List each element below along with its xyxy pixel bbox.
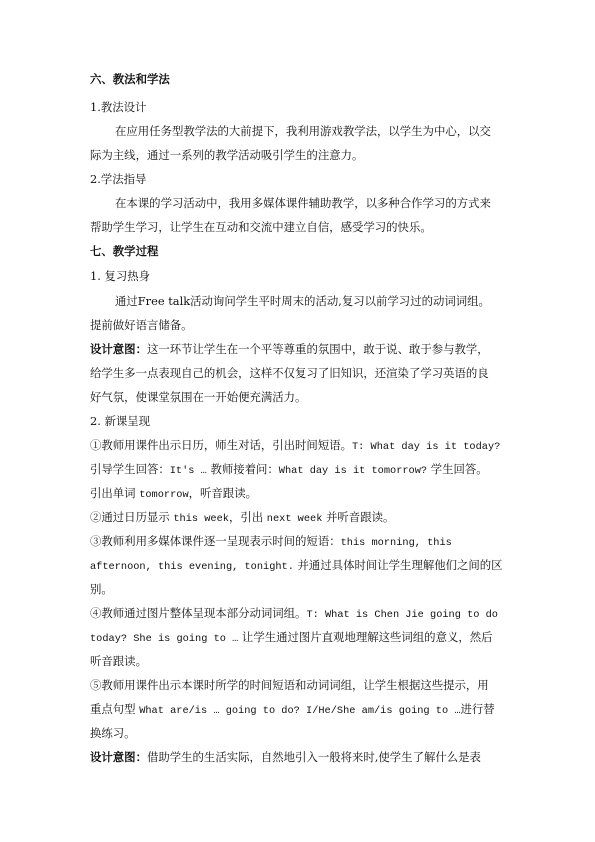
text-line: 换练习。: [90, 726, 136, 740]
text-line: [90, 341, 489, 357]
text-line: [90, 461, 488, 479]
english-text: T: What is Chen Jie going to do: [306, 609, 498, 621]
text-line: 2. 新课呈现: [90, 414, 151, 428]
text-segment: 让学生通过图片直观地理解这些词组的意义，然后: [238, 630, 493, 644]
text-segment: 并听音跟读。: [322, 510, 395, 524]
text-segment: 并通过具体时间让学生理解他们之间的区: [293, 558, 503, 572]
text-segment: 教师接着问：: [206, 462, 279, 476]
english-text: It's …: [169, 465, 207, 477]
text-line: 2.学法指导: [90, 172, 147, 186]
english-text: this morning, this: [340, 537, 452, 549]
text-line: 给学生多一点表现自己的机会，这样不仅复习了旧知识，还渲染了学习英语的良: [90, 366, 489, 380]
text-line: [90, 749, 481, 765]
text-line: 际为主线，通过一系列的教学活动吸引学生的注意力。: [90, 148, 364, 162]
text-segment: ①教师用课件出示日历，师生对话，引出时间短语。: [90, 438, 352, 452]
text-segment: 重点句型: [90, 702, 140, 716]
text-segment: ④教师通过图片整体呈现本部分动词词组。: [90, 606, 307, 620]
text-segment: 引导学生回答：: [90, 462, 170, 476]
text-line: 听音跟读。: [90, 654, 147, 668]
label-design-intent: 设计意图：: [90, 750, 147, 764]
english-text: T: What day is it today?: [352, 441, 501, 453]
section-heading: 六、教法和学法: [90, 72, 170, 86]
text-line: 在应用任务型教学法的大前提下，我利用游戏教学法，以学生为中心，以交: [115, 124, 491, 138]
section-heading: 七、教学过程: [90, 244, 159, 258]
text-line: ⑤教师用课件出示本课时所学的时间短语和动词词组，让学生根据这些提示，用: [90, 678, 489, 692]
text-line: 别。: [90, 582, 113, 596]
text-segment: ③教师利用多媒体课件逐一呈现表示时间的短语：: [90, 534, 341, 548]
text-line: [90, 629, 493, 647]
text-segment: 进行替: [460, 702, 495, 716]
english-text: today? She is going to …: [90, 633, 239, 645]
text-line: [90, 701, 495, 719]
text-segment: 借助学生的生活实际，自然地引入一般将来时,使学生了解什么是表: [146, 750, 481, 764]
text-line: [90, 605, 498, 623]
text-line: [90, 533, 452, 551]
text-segment: ②通过日历显示: [90, 510, 174, 524]
text-line: 帮助学生学习，让学生在互动和交流中建立自信，感受学习的快乐。: [90, 220, 432, 234]
english-text: tomorrow: [139, 489, 189, 501]
english-text: next week: [266, 513, 323, 525]
text-line: [90, 485, 257, 503]
text-line: 在本课的学习活动中，我用多媒体课件辅助教学，以多种合作学习的方式来: [115, 196, 491, 210]
english-text: this week: [173, 513, 229, 525]
text-line: 1.教法设计: [90, 100, 147, 114]
english-text: What are/is … going to do? I/He/She am/is going to …: [139, 705, 461, 717]
label-design-intent: 设计意图：: [90, 342, 147, 356]
english-text: What day is it tomorrow?: [278, 465, 428, 477]
text-segment: ，听音跟读。: [188, 486, 257, 500]
text-segment: 引出单词: [90, 486, 140, 500]
english-text: afternoon, this evening, tonight.: [90, 561, 294, 573]
text-segment: 这一环节让学生在一个平等尊重的氛围中，敢于说、敢于参与教学，: [146, 342, 489, 356]
text-segment: ，引出: [228, 510, 267, 524]
text-line: 通过Free talk活动询问学生平时周末的活动,复习以前学习过的动词词组。: [115, 294, 490, 308]
text-line: 1. 复习热身: [90, 269, 151, 283]
text-line: [90, 557, 503, 575]
text-line: [90, 437, 500, 455]
text-line: [90, 509, 394, 527]
text-line: 好气氛，使课堂氛围在一开始便充满活力。: [90, 390, 307, 404]
text-segment: 学生回答。: [427, 462, 488, 476]
text-line: 提前做好语言储备。: [90, 318, 193, 332]
